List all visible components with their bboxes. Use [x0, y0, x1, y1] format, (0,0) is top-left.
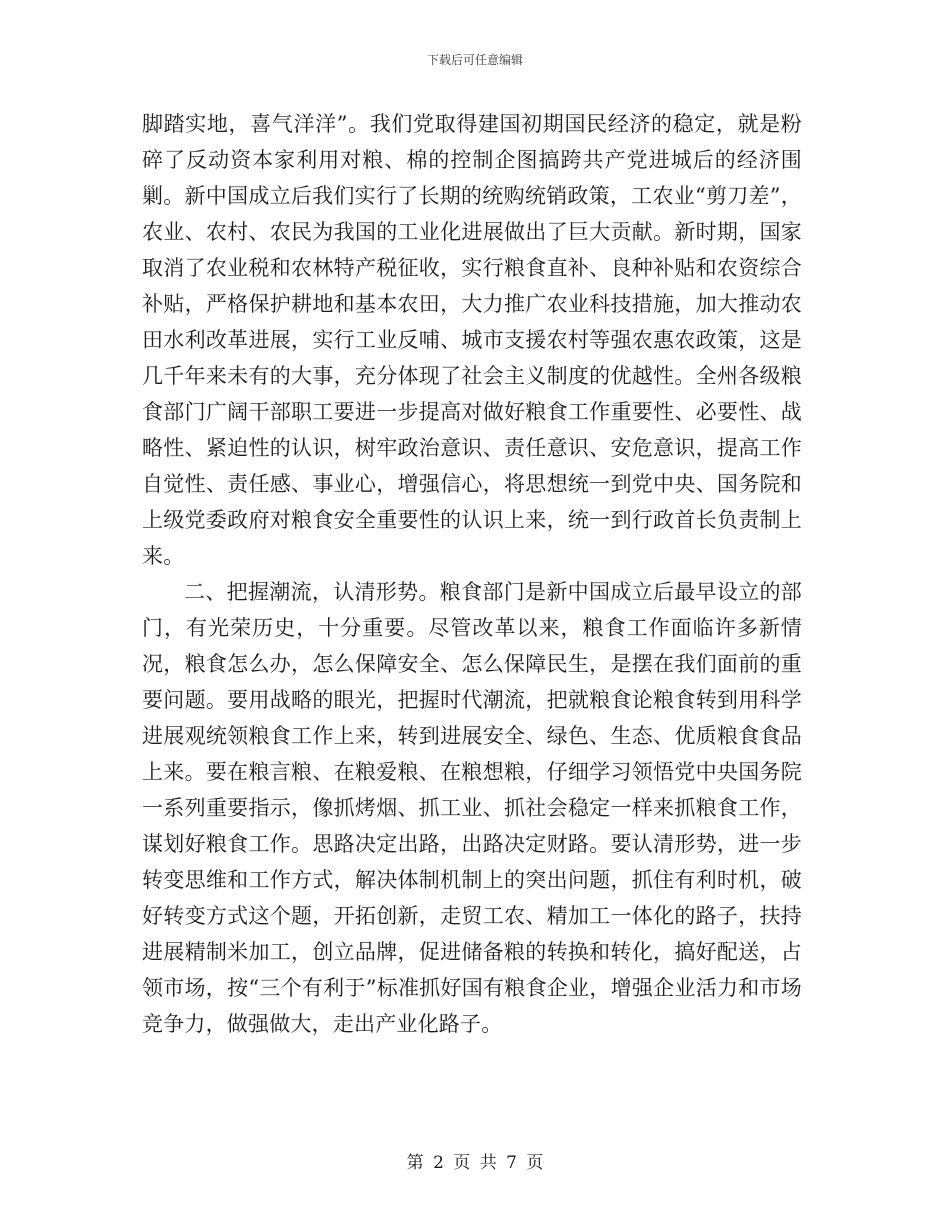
page-header: 下载后可任意编辑	[426, 53, 523, 67]
paragraph-2: 二、把握潮流，认清形势。粮食部门是新中国成立后最早设立的部门，有光荣历史，十分重要。尽管改革以来，粮食工作面临许多新情况，粮食怎么办，怎么保障安全、怎么保障民生，是摆在我们面前的重要问题。要用战略的眼光，把握时代潮流，把就粮食论粮食转到用科学进展观统领粮食工作上来，转到进展安全、绿色、生态、优质粮食食品上来。要在粮言粮、在粮爱粮、在粮想粮，仔细学习领悟党中央国务院一系列重要指示，像抓烤烟、抓工业、抓社会稳定一样来抓粮食工作，谋划好粮食工作。思路决定出路，出路决定财路。要认清形势，进一步转变思维和工作方式，解决体制机制上的突出问题，抓住有利时机，破好转变方式这个题，开拓创新，走贸工农、精加工一体化的路子，扶持进展精制米加工，创立品牌，促进储备粮的转换和转化，搞好配送，占领市场，按“三个有利于”标准抓好国有粮食企业，增强企业活力和市场竞争力，做强做大，走出产业化路子。	[142, 580, 802, 1036]
paragraph-1: 脚踏实地，喜气洋洋”。我们党取得建国初期国民经济的稳定，就是粉碎了反动资本家利用对粮、棉的控制企图搞跨共产党进城后的经济围剿。新中国成立后我们实行了长期的统购统销政策，工农业“剪刀差”，农业、农村、农民为我国的工业化进展做出了巨大贡献。新时期，国家取消了农业税和农林特产税征收，实行粮食直补、良种补贴和农资综合补贴，严格保护耕地和基本农田，大力推广农业科技措施，加大推动农田水利改革进展，实行工业反哺、城市支援农村等强农惠农政策，这是几千年来未有的大事，充分体现了社会主义制度的优越性。全州各级粮食部门广阔干部职工要进一步提高对做好粮食工作重要性、必要性、战略性、紧迫性的认识，树牢政治意识、责任意识、安危意识，提高工作自觉性、责任感、事业心，增强信心，将思想统一到党中央、国务院和上级党委政府对粮食安全重要性的认识上来，统一到行政首长负责制上来。	[142, 112, 802, 568]
page-number-footer: 第 2 页 共 7 页	[406, 1153, 544, 1173]
document-body	[142, 106, 802, 1042]
